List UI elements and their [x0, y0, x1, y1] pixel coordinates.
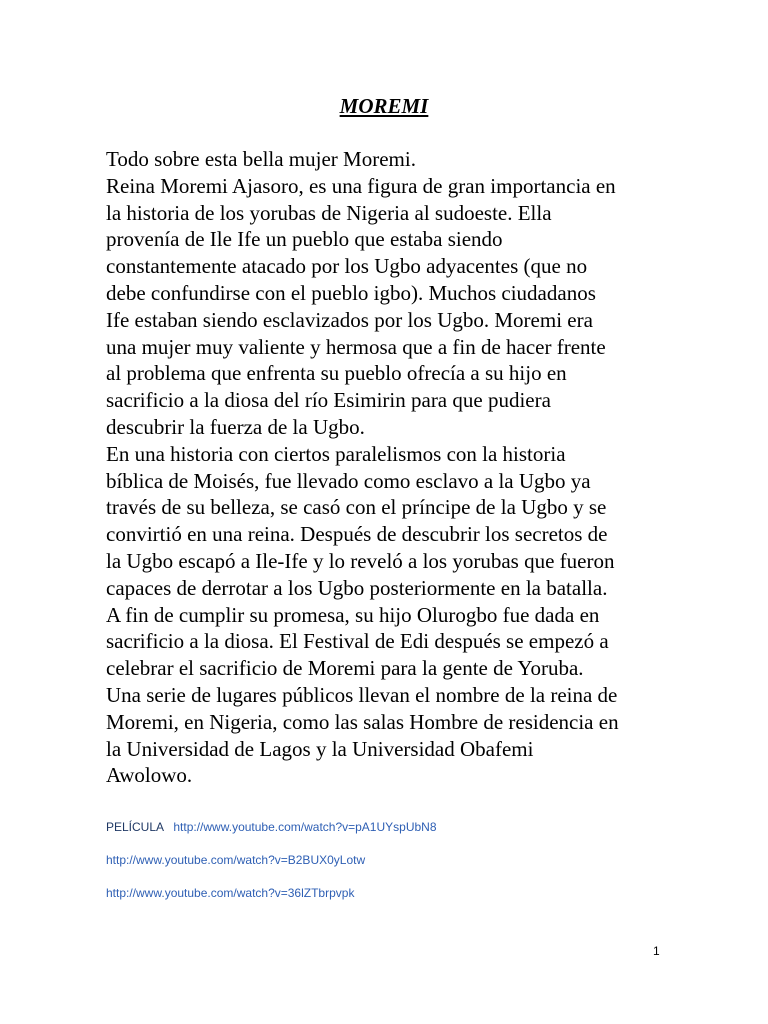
body-line: Moremi, en Nigeria, como las salas Hombre de residencia en — [106, 709, 619, 734]
body-line: una mujer muy valiente y hermosa que a fin de hacer frente — [106, 334, 606, 359]
body-line: la Ugbo escapó a Ile-Ife y lo reveló a los yorubas que fueron — [106, 548, 615, 573]
body-line: A fin de cumplir su promesa, su hijo Olurogbo fue dada en — [106, 602, 600, 627]
link-row-3 — [106, 885, 437, 901]
youtube-link-3[interactable]: http://www.youtube.com/watch?v=36lZTbrpvpk — [106, 886, 355, 900]
body-line: bíblica de Moisés, fue llevado como esclavo a la Ugbo ya — [106, 468, 591, 493]
film-label: PELÍCULA — [106, 820, 165, 834]
body-line: debe confundirse con el pueblo igbo). Muchos ciudadanos — [106, 280, 596, 305]
body-line: través de su belleza, se casó con el príncipe de la Ugbo y se — [106, 495, 607, 520]
body-line: al problema que enfrenta su pueblo ofrecía a su hijo en — [106, 361, 567, 386]
youtube-link-1[interactable]: http://www.youtube.com/watch?v=pA1UYspUbN8 — [173, 820, 437, 834]
document-body — [106, 146, 676, 789]
body-line: sacrificio a la diosa del río Esimirin para que pudiera — [106, 388, 551, 413]
body-line: la Universidad de Lagos y la Universidad Obafemi — [106, 736, 534, 761]
link-row-film — [106, 819, 437, 835]
links-section — [106, 819, 437, 918]
body-line: provenía de Ile Ife un pueblo que estaba siendo — [106, 227, 503, 252]
body-line: sacrificio a la diosa. El Festival de Edi después se empezó a — [106, 629, 609, 654]
body-line: Todo sobre esta bella mujer Moremi. — [106, 147, 416, 171]
body-line: celebrar el sacrificio de Moremi para la gente de Yoruba. — [106, 656, 584, 681]
body-line: constantemente atacado por los Ugbo adyacentes (que no — [106, 254, 588, 279]
link-row-2 — [106, 852, 437, 868]
page-number: 1 — [653, 944, 660, 958]
body-line: En una historia con ciertos paralelismos con la historia — [106, 441, 566, 466]
body-line: capaces de derrotar a los Ugbo posteriormente en la batalla. — [106, 575, 608, 600]
body-line: Una serie de lugares públicos llevan el nombre de la reina de — [106, 682, 618, 707]
body-line: Ife estaban siendo esclavizados por los Ugbo. Moremi era — [106, 307, 593, 332]
body-line: la historia de los yorubas de Nigeria al sudoeste. Ella — [106, 200, 552, 225]
body-line: Reina Moremi Ajasoro, es una figura de gran importancia en — [106, 173, 616, 198]
youtube-link-2[interactable]: http://www.youtube.com/watch?v=B2BUX0yLotw — [106, 853, 366, 867]
body-line: convirtió en una reina. Después de descubrir los secretos de — [106, 522, 608, 547]
body-line: Awolowo. — [106, 763, 193, 788]
document-title: MOREMI — [339, 94, 429, 118]
body-line: descubrir la fuerza de la Ugbo. — [106, 414, 365, 439]
